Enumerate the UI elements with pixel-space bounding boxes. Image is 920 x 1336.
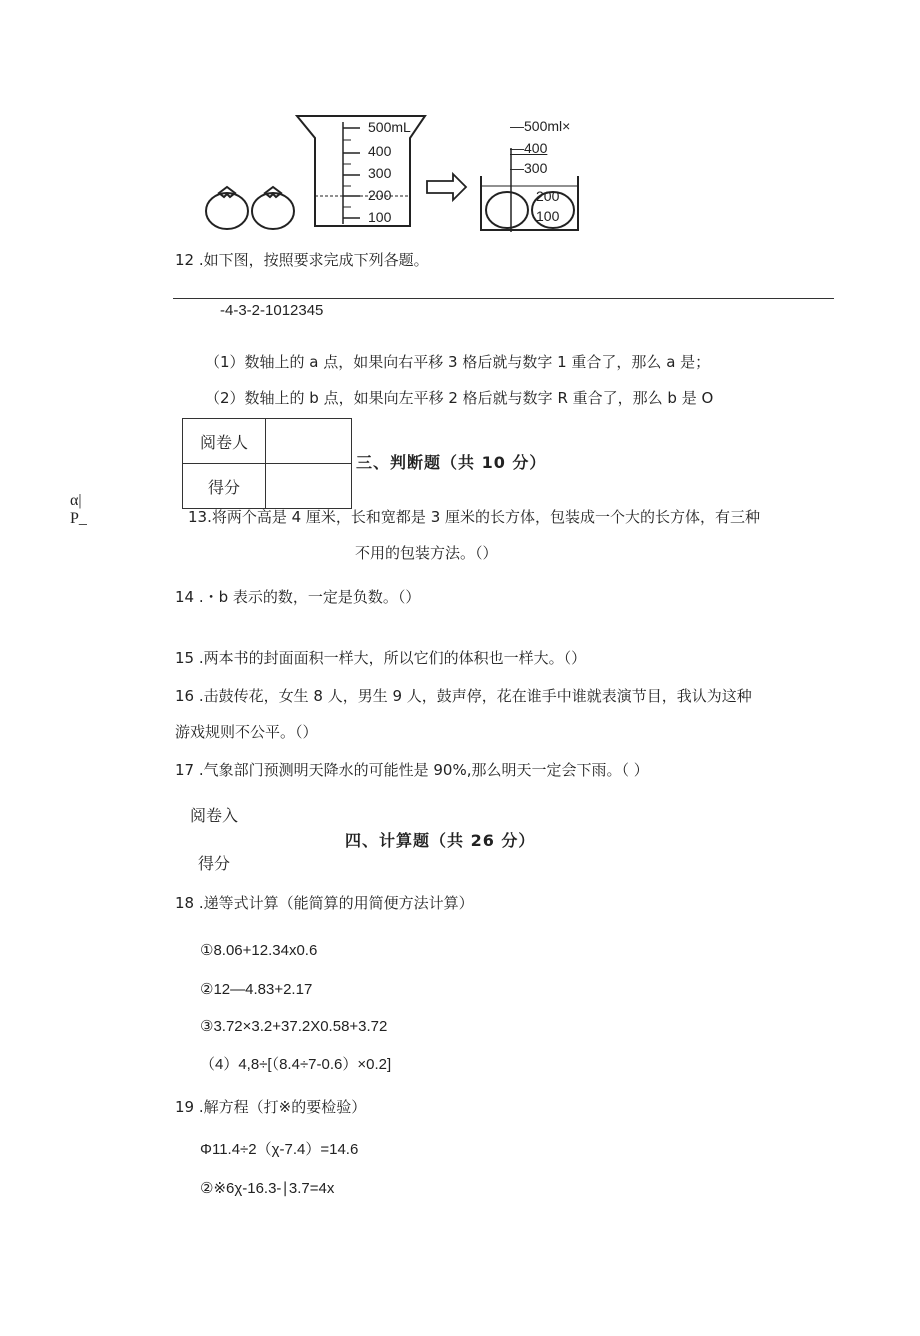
arrow-right-icon xyxy=(427,174,466,200)
tomato-icon xyxy=(206,187,294,229)
q13-line1: 13.将两个高是 4 厘米，长和宽都是 3 厘米的长方体，包装成一个大的长方体，有三种 xyxy=(188,508,761,526)
q18-item-2: ②12—4.83+2.17 xyxy=(200,981,313,998)
q16-line2: 游戏规则不公平。（） xyxy=(175,723,318,741)
q18-item-4: （4）4,8÷[（8.4÷7-0.6）×0.2] xyxy=(200,1056,392,1073)
q14: 14 .・b 表示的数，一定是负数。（） xyxy=(175,588,421,606)
q15: 15 .两本书的封面面积一样大，所以它们的体积也一样大。（） xyxy=(175,649,587,667)
q13-line2: 不用的包装方法。（） xyxy=(355,544,498,562)
number-line xyxy=(173,298,834,299)
section3-title: 三、判断题（共 10 分） xyxy=(356,453,547,472)
q12-sub1: （1）数轴上的 a 点，如果向右平移 3 格后就与数字 1 重合了，那么 a 是； xyxy=(205,353,711,371)
side-mark-1: α| xyxy=(70,492,82,509)
q12-sub2: （2）数轴上的 b 点，如果向左平移 2 格后就与数字 R 重合了，那么 b 是 O xyxy=(205,389,714,407)
right-label-400: —400 xyxy=(510,140,548,156)
q18-title: 18 .递等式计算（能简算的用简便方法计算） xyxy=(175,894,474,912)
cup-label-200: 200 xyxy=(368,187,392,203)
q16-line1: 16 .击鼓传花，女生 8 人，男生 9 人，鼓声停，花在谁手中谁就表演节目，我认为这种 xyxy=(175,687,752,705)
number-line-labels: -4-3-2-1012345 xyxy=(220,302,324,319)
right-label-500: —500ml× xyxy=(510,118,571,134)
q18-item-1: ①8.06+12.34x0.6 xyxy=(200,942,318,959)
cup-label-400: 400 xyxy=(368,143,392,159)
cup-label-500: 500mL xyxy=(368,119,411,135)
cup-label-300: 300 xyxy=(368,165,392,181)
section4-score: 得分 xyxy=(198,854,231,873)
right-label-300: —300 xyxy=(510,160,548,176)
score-cell[interactable] xyxy=(266,464,352,509)
section4-reviewer: 阅卷入 xyxy=(190,806,239,825)
score-table xyxy=(182,418,352,509)
section4-title: 四、计算题（共 26 分） xyxy=(345,831,536,850)
q12-title: 12 .如下图，按照要求完成下列各题。 xyxy=(175,251,429,269)
cup-label-100: 100 xyxy=(368,209,392,225)
q19-item-1: Φ11.4÷2（χ-7.4）=14.6 xyxy=(200,1141,359,1158)
score-label: 得分 xyxy=(183,464,266,509)
q17: 17 .气象部门预测明天降水的可能性是 90%,那么明天一定会下雨。（ ） xyxy=(175,761,649,779)
q19-item-2: ②※6χ-16.3-∣3.7=4x xyxy=(200,1180,335,1197)
reviewer-cell[interactable] xyxy=(266,419,352,464)
reviewer-label: 阅卷人 xyxy=(183,419,266,464)
right-inner-label-100: 100 xyxy=(536,208,560,224)
right-inner-label-200: 200 xyxy=(536,188,560,204)
q18-item-3: ③3.72×3.2+37.2X0.58+3.72 xyxy=(200,1018,388,1035)
side-mark-2: P_ xyxy=(70,510,87,527)
q19-title: 19 .解方程（打※的要检验） xyxy=(175,1098,367,1116)
